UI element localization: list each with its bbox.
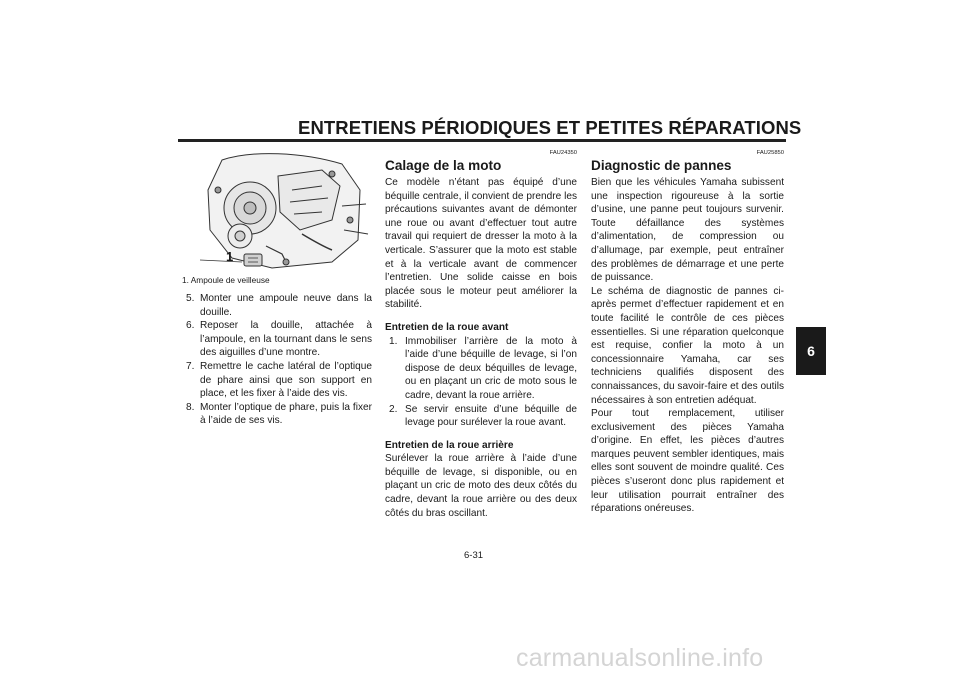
figure-callout: 1 [226,249,234,264]
chapter-tab: 6 [796,327,826,375]
steps-list [182,292,372,428]
steps-list [385,335,577,430]
list-item: 2. Se servir ensuite d’une béquille de levage pour surélever la roue avant. [389,403,577,429]
paragraph: Le schéma de diagnostic de pannes ci-après permet d’effectuer rapidement et en toute facilité le contrôle de ces pièces essentielles. Si une réparation quelconque est requise, confier la moto à un concessionnaire Yamaha, car ses techniciens qualifiés disposent des connaissances, du savoir-faire et des outils nécessaires à son entretien adéquat. [591,285,785,406]
engine-illustration [182,150,372,274]
watermark: carmanualsonline.info [516,644,764,672]
section-title: Calage de la moto [385,158,502,173]
headlight-bulb-figure [182,150,372,274]
list-item: 5. Monter une ampoule neuve dans la douille. [186,293,372,318]
figure-caption: 1. Ampoule de veilleuse [182,275,270,285]
paragraph: Surélever la roue arrière à l’aide d’une béquille de levage, si disponible, ou en plaçant un cric de moto des deux côtés du cadre, devant la roue arrière ou des deux côtés du bras oscillant. [385,453,577,519]
list-item: 8. Monter l’optique de phare, puis la fixer à l’aide de ses vis. [186,401,372,427]
paragraph: Bien que les véhicules Yamaha subissent une inspection rigoureuse à la sortie d’usine, une panne peut toujours survenir. Toute défaillance des systèmes d’alimentation, de compression ou d’allumage, par exemple, peut entraîner des problèmes de démarrage et une perte de puissance. [591,177,784,284]
paragraph: Pour tout remplacement, utiliser exclusivement des pièces Yamaha d’origine. En effet, les pièces d’autres marques peuvent sembler identiques, mais elles sont souvent de moindre qualité. Ces pièces s’useront donc plus rapidement et leur utilisation pourrait entraîner des réparations onéreuses. [591,408,784,515]
reference-code: FAU25850 [756,150,784,156]
subheading: Entretien de la roue arrière [385,439,514,451]
page-header-title: ENTRETIENS PÉRIODIQUES ET PETITES RÉPARATIONS [298,117,802,138]
header-rule [178,139,786,142]
column-middle [385,150,577,520]
list-item: 1. Immobiliser l’arrière de la moto à l’aide d’une béquille de levage, si l’on dispose de deux béquilles de levage, ou en plaçant un cric de moto sous le cadre, devant la roue arrière. [389,335,577,401]
column-right [591,150,784,516]
section-title: Diagnostic de pannes [591,158,732,173]
list-item: 6. Reposer la douille, attachée à l’ampoule, en la tournant dans le sens des aiguilles d’une montre. [186,320,372,359]
column-left [182,150,372,428]
reference-code: FAU24350 [549,150,577,156]
page-number: 6-31 [464,550,484,561]
subheading: Entretien de la roue avant [385,321,509,333]
paragraph: Ce modèle n’étant pas équipé d’une béquille centrale, il convient de prendre les précautions suivantes avant de démonter une roue ou avant d’effectuer tout autre travail qui requiert de dresser la moto à la verticale. S’assurer que la moto est stable et à la verticale avant de commencer l’entretien. Une solide caisse en bois placée sous le moteur peut améliorer la stabilité. [385,177,577,311]
list-item: 7. Remettre le cache latéral de l’optique de phare ainsi que son support en place, et les fixer à l’aide des vis. [186,360,372,400]
